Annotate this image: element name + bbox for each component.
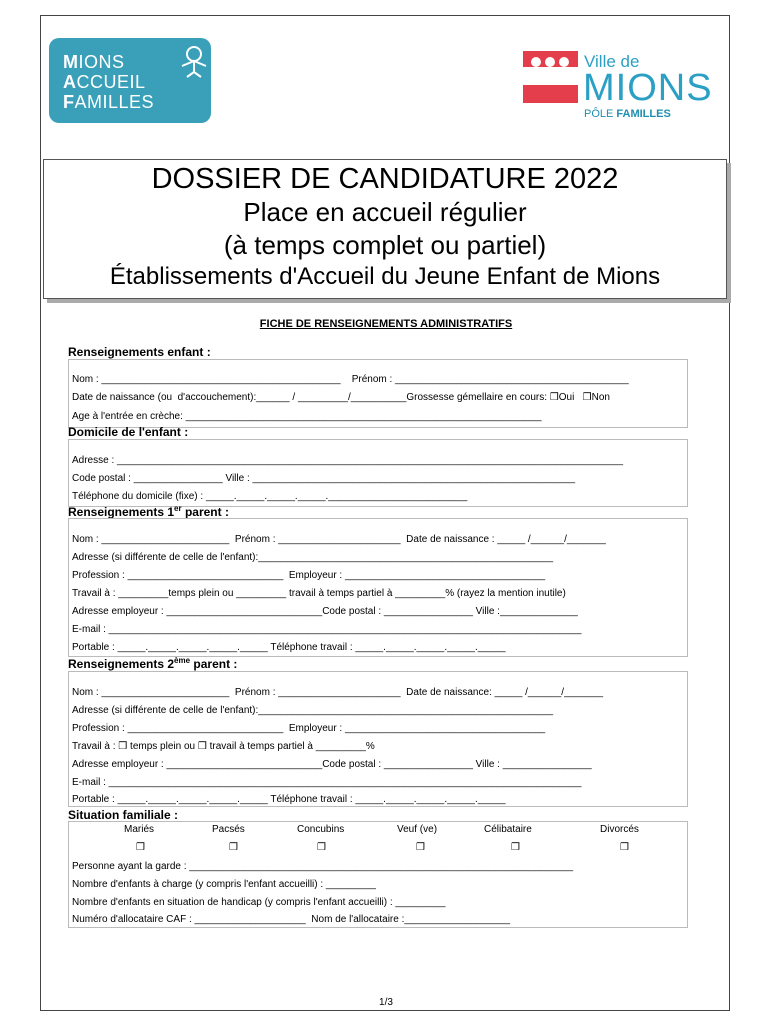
field-line[interactable]: Téléphone du domicile (fixe) : _____._____._____._____._________________________ — [72, 491, 468, 502]
logo-initial: A — [63, 72, 77, 92]
checkbox-divorces[interactable]: ❒ — [620, 842, 629, 853]
option-label-pacses: Pacsés — [212, 824, 245, 835]
field-line[interactable]: Travail à : ❒ temps plein ou ❒ travail à temps partiel à _________% — [72, 741, 375, 752]
section-heading-situation: Situation familiale : — [68, 808, 179, 822]
title-box — [43, 159, 727, 299]
logo-initial: M — [63, 52, 79, 72]
option-label-divorces: Divorcés — [600, 824, 639, 835]
field-line[interactable]: Adresse : ___________________________________________________________________________________________ — [72, 455, 624, 466]
field-line[interactable]: E-mail : _____________________________________________________________________________________ — [72, 777, 582, 788]
field-line[interactable]: Travail à : _________temps plein ou _________ travail à temps partiel à _________% (rayez la mention inutile) — [72, 588, 566, 599]
mions-logo-text: MIONS — [583, 67, 713, 109]
mions-accueil-familles-logo — [49, 38, 211, 123]
logo-text: CCUEIL — [76, 72, 146, 92]
field-line[interactable]: Personne ayant la garde : _____________________________________________________________________ — [72, 861, 574, 872]
section-box-situation — [68, 821, 688, 928]
logo-text: AMILLES — [74, 92, 155, 112]
title-line-2: Place en accueil régulier — [243, 197, 527, 227]
field-line[interactable]: Date de naissance (ou d'accouchement):______ / _________/__________Grossesse gémellaire en cours: ❒Oui ❒Non — [72, 392, 610, 403]
option-label-maries: Mariés — [124, 824, 155, 835]
fiche-title: FICHE DE RENSEIGNEMENTS ADMINISTRATIFS — [259, 318, 513, 330]
logo-initial: F — [63, 92, 75, 112]
option-label-concubins: Concubins — [297, 824, 345, 835]
field-line[interactable]: Nom : ___________________________________________ Prénom : __________________________________________ — [72, 374, 629, 385]
title-line-4: Établissements d'Accueil du Jeune Enfant de Mions — [109, 263, 661, 290]
field-line[interactable]: Adresse employeur : ____________________________Code postal : ________________ Ville : ________________ — [72, 759, 592, 770]
child-figure-icon — [177, 44, 211, 78]
field-line[interactable]: Adresse (si différente de celle de l'enfant):_____________________________________________________ — [72, 552, 554, 563]
field-line[interactable]: Age à l'entrée en crèche: ________________________________________________________________ — [72, 411, 542, 422]
section-heading-parent-2: Renseignements 2ème parent : — [68, 656, 238, 671]
field-line[interactable]: Nombre d'enfants à charge (y compris l'enfant accueilli) : _________ — [72, 879, 376, 890]
section-heading-enfant: Renseignements enfant : — [68, 345, 211, 359]
checkbox-celibataire[interactable]: ❒ — [511, 842, 520, 853]
section-heading-parent-1: Renseignements 1er parent : — [68, 504, 229, 519]
field-line[interactable]: E-mail : _____________________________________________________________________________________ — [72, 624, 582, 635]
option-label-veuf: Veuf (ve) — [397, 824, 438, 835]
section-heading-domicile: Domicile de l'enfant : — [68, 425, 189, 439]
field-line[interactable]: Profession : ____________________________ Employeur : ____________________________________ — [72, 723, 546, 734]
option-label-celibataire: Célibataire — [484, 824, 532, 835]
title-line-3: (à temps complet ou partiel) — [223, 230, 547, 260]
field-line[interactable]: Adresse (si différente de celle de l'enfant):_____________________________________________________ — [72, 705, 554, 716]
title-line-1: DOSSIER DE CANDIDATURE 2022 — [151, 163, 619, 195]
checkbox-concubins[interactable]: ❒ — [317, 842, 326, 853]
checkbox-pacses[interactable]: ❒ — [229, 842, 238, 853]
field-line[interactable]: Numéro d'allocataire CAF : ____________________ Nom de l'allocataire :___________________ — [72, 914, 511, 925]
field-line[interactable]: Profession : ____________________________ Employeur : ____________________________________ — [72, 570, 546, 581]
checkbox-maries[interactable]: ❒ — [136, 842, 145, 853]
city-crest-icon — [523, 51, 578, 103]
pole-familles-label: PÔLE FAMILLES — [584, 108, 671, 120]
field-line[interactable]: Nombre d'enfants en situation de handicap (y compris l'enfant accueilli) : _________ — [72, 897, 446, 908]
field-line[interactable]: Nom : _______________________ Prénom : ______________________ Date de naissance: _____ /______/_______ — [72, 687, 604, 698]
field-line[interactable]: Code postal : ________________ Ville : __________________________________________________________ — [72, 473, 576, 484]
page-number: 1/3 — [379, 997, 393, 1008]
logo-text: IONS — [78, 52, 125, 72]
field-line[interactable]: Portable : _____._____._____._____._____ Téléphone travail : _____._____._____._____._____ — [72, 642, 506, 653]
field-line[interactable]: Nom : _______________________ Prénom : ______________________ Date de naissance : _____ /______/_______ — [72, 534, 606, 545]
ville-de-label: Ville de — [584, 52, 640, 71]
field-line[interactable]: Adresse employeur : ____________________________Code postal : ________________ Ville :______________ — [72, 606, 578, 617]
field-line[interactable]: Portable : _____._____._____._____._____ Téléphone travail : _____._____._____._____._____ — [72, 794, 506, 805]
checkbox-veuf[interactable]: ❒ — [416, 842, 425, 853]
document-page — [40, 15, 730, 1011]
